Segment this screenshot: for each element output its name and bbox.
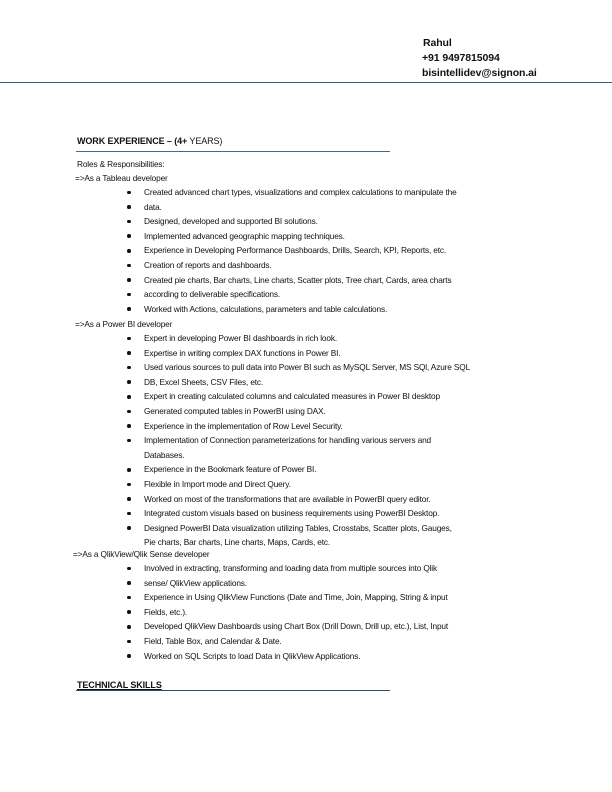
bullet-text: data. [144, 201, 162, 212]
bullet-text: Created advanced chart types, visualizations and complex calculations to manipulate the [144, 187, 457, 197]
list-item [125, 404, 525, 419]
list-item [125, 619, 525, 634]
phone-number: +91 9497815094 [422, 52, 500, 64]
bullet-text: Worked with Actions, calculations, parameters and table calculations. [144, 303, 388, 314]
bullet-text: Field, Table Box, and Calendar & Date. [144, 635, 282, 646]
role-heading-power-bi: =>As a Power BI developer [75, 319, 173, 329]
bullet-text: Expert in creating calculated columns and calculated measures in Power BI desktop [144, 391, 440, 402]
bullet-text: according to deliverable specifications. [144, 289, 281, 300]
list-item-continuation [125, 535, 525, 550]
bullet-icon [127, 640, 131, 644]
bullet-text: Generated computed tables in PowerBI using DAX. [144, 405, 326, 416]
list-item [125, 258, 525, 273]
list-item [125, 576, 525, 591]
role-heading-qlikview: =>As a QlikView/Qlik Sense developer [73, 549, 210, 559]
bullet-text: Fields, etc.). [144, 606, 188, 617]
email-address: bisintellidev@signon.ai [422, 67, 537, 79]
bullet-text: Involved in extracting, transforming and loading data from multiple sources into Qlik [144, 563, 438, 573]
work-experience-title [77, 136, 222, 146]
bullet-text: Integrated custom visuals based on business requirements using PowerBI Desktop. [144, 508, 440, 519]
list-item [125, 561, 525, 576]
bullet-icon [127, 337, 131, 341]
bullet-text: Expertise in writing complex DAX functions in Power BI. [144, 347, 341, 358]
bullet-icon [127, 249, 131, 253]
work-experience-title-years: YEARS) [187, 136, 223, 146]
bullet-text: Creation of reports and dashboards. [144, 259, 272, 270]
bullet-text: Databases. [144, 449, 185, 460]
bullet-icon [127, 439, 131, 443]
bullet-text: Experience in Developing Performance Dashboards, Drills, Search, KPI, Reports, etc. [144, 245, 447, 256]
list-item [125, 273, 525, 288]
tableau-bullet-list [125, 185, 525, 316]
list-item [125, 634, 525, 649]
bullet-icon [127, 581, 131, 585]
bullet-icon [127, 424, 131, 428]
work-experience-title-bold: WORK EXPERIENCE – (4+ [77, 136, 188, 146]
list-item [125, 331, 525, 346]
roles-label: Roles & Responsibilities: [77, 159, 165, 169]
bullet-text: Created pie charts, Bar charts, Line charts, Scatter plots, Tree chart, Cards, area charts [144, 274, 452, 285]
bullet-icon [127, 264, 131, 268]
bullet-icon [127, 351, 131, 355]
contact-block [422, 36, 537, 81]
bullet-icon [127, 567, 131, 571]
list-item [125, 185, 525, 200]
bullet-text: Implementation of Connection parameterizations for handling various servers and [144, 435, 432, 446]
bullet-icon [127, 596, 131, 600]
bullet-text: Developed QlikView Dashboards using Chart Box (Drill Down, Drill up, etc.), List, Input [144, 621, 449, 632]
list-item [125, 360, 525, 375]
bullet-icon [127, 526, 131, 530]
bullet-text: Experience in Using QlikView Functions (Date and Time, Join, Mapping, String & input [144, 592, 448, 603]
bullet-text: DB, Excel Sheets, CSV Files, etc. [144, 376, 264, 387]
list-item [125, 433, 525, 448]
list-item [125, 243, 525, 258]
bullet-icon [127, 366, 131, 370]
bullet-icon [127, 410, 131, 414]
list-item [125, 287, 525, 302]
bullet-text: Implemented advanced geographic mapping techniques. [144, 230, 345, 241]
list-item [125, 302, 525, 317]
list-item [125, 605, 525, 620]
bullet-text: Used various sources to pull data into Power BI such as MySQL Server, MS SQl, Azure SQL [144, 362, 471, 373]
list-item [125, 590, 525, 605]
qlikview-bullet-list [125, 561, 525, 663]
bullet-icon [127, 610, 131, 614]
bullet-icon [127, 512, 131, 516]
bullet-text: Experience in the Bookmark feature of Power BI. [144, 464, 317, 475]
list-item [125, 506, 525, 521]
list-item [125, 346, 525, 361]
list-item [125, 462, 525, 477]
list-item [125, 649, 525, 664]
bullet-text: Designed, developed and supported BI solutions. [144, 216, 318, 227]
bullet-icon [127, 468, 131, 472]
list-item [125, 214, 525, 229]
bullet-text: Designed PowerBI Data visualization utilizing Tables, Crosstabs, Scatter plots, Gauges, [144, 522, 452, 533]
header-divider [0, 82, 612, 83]
work-experience-divider [76, 151, 390, 152]
list-item [125, 389, 525, 404]
list-item-continuation [125, 448, 525, 463]
bullet-icon [127, 625, 131, 629]
bullet-icon [127, 278, 131, 282]
role-heading-tableau: =>As a Tableau developer [75, 173, 168, 183]
bullet-icon [127, 191, 131, 195]
bullet-text: Flexible in Import mode and Direct Query. [144, 478, 291, 489]
list-item [125, 419, 525, 434]
bullet-icon [127, 497, 131, 501]
list-item [125, 477, 525, 492]
bullet-icon [127, 380, 131, 384]
bullet-text: Worked on most of the transformations that are available in PowerBI query editor. [144, 493, 431, 504]
technical-skills-title: TECHNICAL SKILLS [77, 680, 162, 690]
candidate-name: Rahul [423, 37, 452, 49]
bullet-icon [127, 205, 131, 209]
power-bi-bullet-list [125, 331, 525, 550]
list-item [125, 492, 525, 507]
bullet-icon [127, 220, 131, 224]
bullet-icon [127, 483, 131, 487]
bullet-text: Expert in developing Power BI dashboards in rich look. [144, 333, 337, 343]
list-item [125, 229, 525, 244]
bullet-icon [127, 234, 131, 238]
list-item [125, 521, 525, 536]
bullet-text: Worked on SQL Scripts to load Data in QlikView Applications. [144, 650, 361, 661]
list-item [125, 375, 525, 390]
technical-skills-divider [76, 690, 390, 691]
bullet-text: sense/ QlikView applications. [144, 577, 247, 588]
bullet-icon [127, 395, 131, 399]
bullet-icon [127, 654, 131, 658]
bullet-icon [127, 293, 131, 297]
bullet-icon [127, 307, 131, 311]
list-item [125, 200, 525, 215]
bullet-text: Experience in the implementation of Row Level Security. [144, 420, 343, 431]
bullet-text: Pie charts, Bar charts, Line charts, Maps, Cards, etc. [144, 537, 331, 548]
